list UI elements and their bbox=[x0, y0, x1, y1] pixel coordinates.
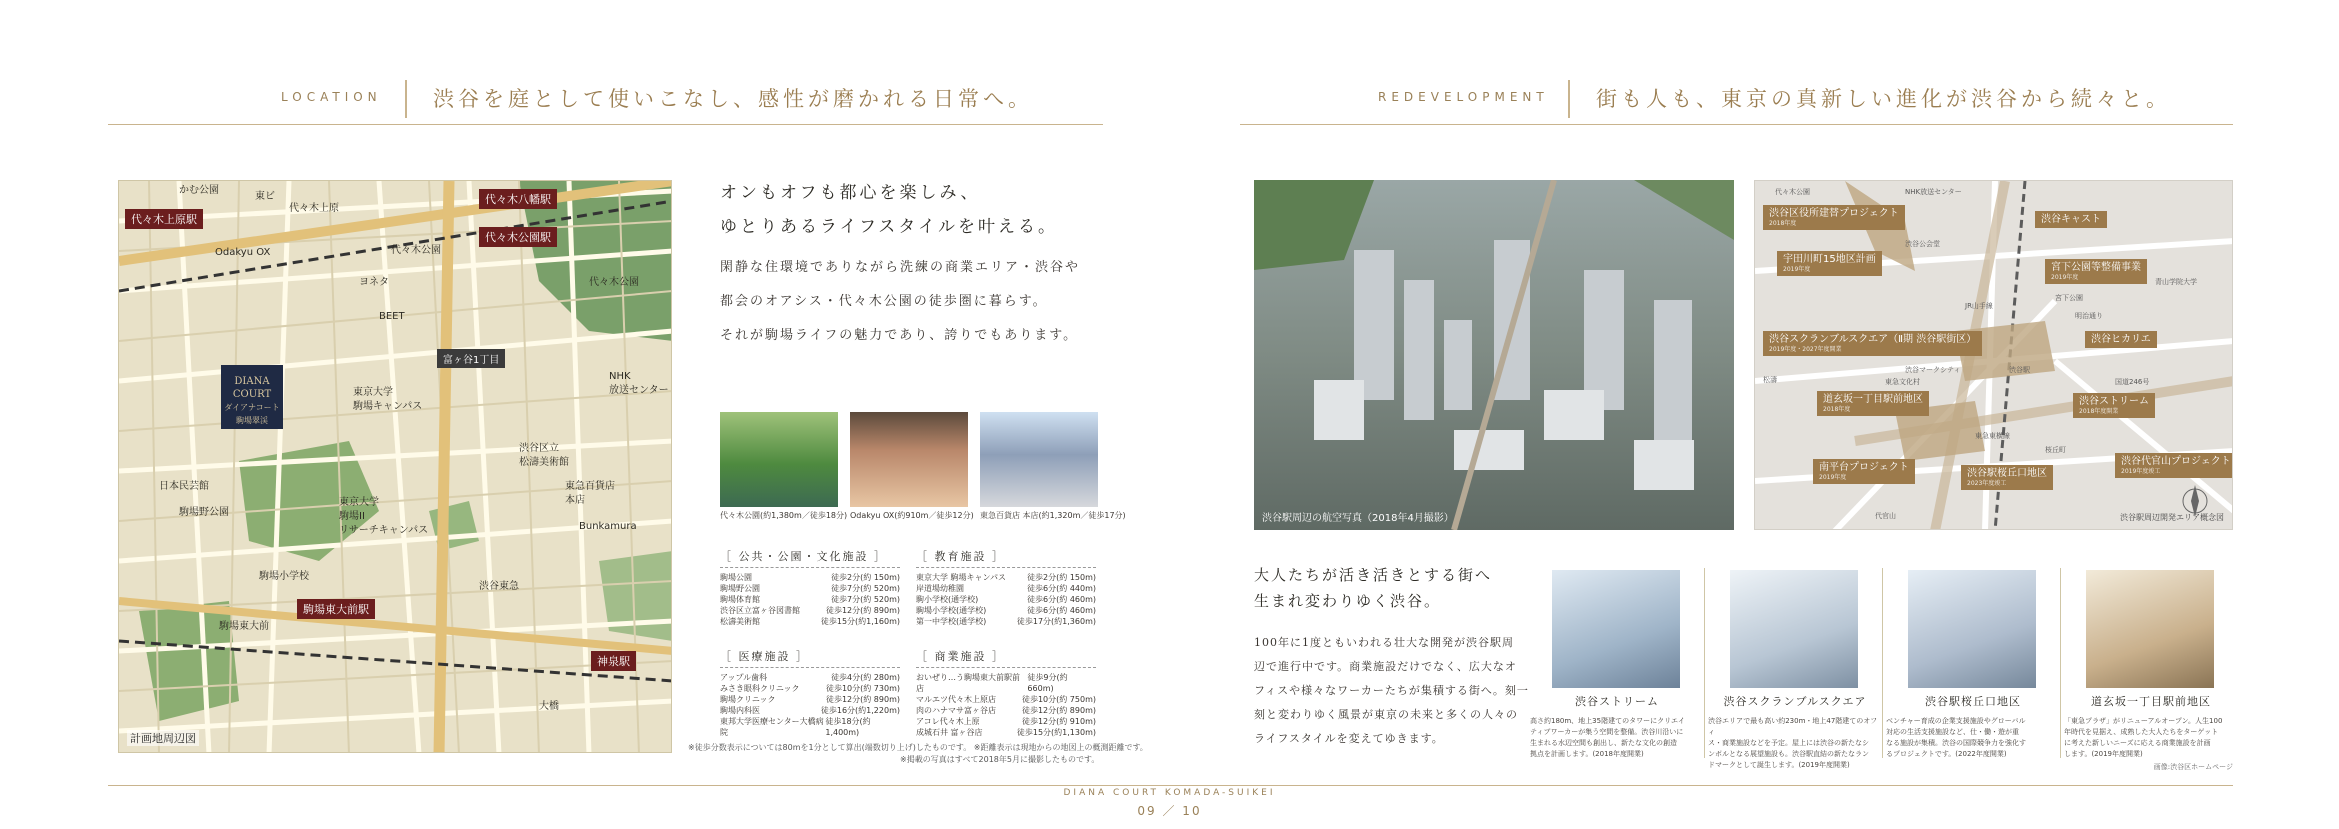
map-label: 東京大学 bbox=[339, 497, 379, 508]
facility-title: ［ 公共・公園・文化施設 ］ bbox=[720, 548, 900, 568]
station-komaba-todaimae: 駒場東大前駅 bbox=[297, 599, 375, 619]
project-name: 渋谷ストリーム bbox=[2079, 396, 2149, 407]
location-title: 渋谷を庭として使いこなし、感性が磨かれる日常へ。 bbox=[433, 87, 1033, 111]
location-tag: LOCATION bbox=[281, 90, 382, 104]
project-tag bbox=[1813, 459, 1915, 484]
facility-distance: 徒歩15分(約1,130m) bbox=[1016, 728, 1096, 737]
column-divider bbox=[2060, 568, 2061, 758]
facility-row bbox=[916, 616, 1096, 627]
facility-distance: 徒歩6分(約 460m) bbox=[1027, 606, 1096, 615]
project-tag bbox=[2115, 453, 2233, 478]
header-divider bbox=[405, 80, 407, 118]
description-line: 年時代を見据え、成熟した大人たちをターゲット bbox=[2064, 728, 2219, 736]
facility-title: ［ 商業施設 ］ bbox=[916, 648, 1096, 668]
location-body-1: 閑静な住環境でありながら洗練の商業エリア・渋谷や bbox=[720, 260, 1081, 275]
facility-row bbox=[720, 694, 900, 705]
facility-name: 肉のハナマサ富ヶ谷店 bbox=[916, 706, 996, 715]
photo-caption: 代々木公園(約1,380m／徒歩18分) bbox=[720, 511, 848, 520]
map-label: 桜丘町 bbox=[2045, 446, 2066, 454]
description-line: 高さ約180m、地上35階建てのタワーにクリエイ bbox=[1530, 717, 1685, 725]
project-tag bbox=[1777, 251, 1882, 276]
description-line: ティブワーカーが集う空間を整備。渋谷川沿いに bbox=[1530, 728, 1684, 736]
facility-name: 駒場体育館 bbox=[720, 595, 760, 604]
facility-title: ［ 医療施設 ］ bbox=[720, 648, 900, 668]
photo-caption: 東急百貨店 本店(約1,320m／徒歩17分) bbox=[980, 511, 1126, 520]
header-rule bbox=[108, 124, 1103, 125]
map-label: 代々木公園 bbox=[391, 245, 441, 256]
map-label: 東京大学 bbox=[353, 387, 393, 398]
project-year: 2023年度竣工 bbox=[1967, 480, 2007, 487]
facility-row bbox=[720, 616, 900, 627]
footer-rule bbox=[108, 785, 2233, 786]
facility-row bbox=[916, 583, 1096, 594]
facility-row bbox=[916, 572, 1096, 583]
map-label: 東急東横線 bbox=[1975, 432, 2010, 440]
footnote: ※掲載の写真はすべて2018年5月に撮影したものです。 bbox=[900, 755, 1100, 764]
project-name: 南平台プロジェクト bbox=[1819, 462, 1909, 473]
facility-distance: 徒歩4分(約 280m) bbox=[831, 673, 900, 682]
location-headline-2: ゆとりあるライフスタイルを叶える。 bbox=[720, 217, 1058, 237]
map-label: 駒場東大前 bbox=[219, 621, 269, 632]
facility-name: 渋谷区立富ヶ谷図書館 bbox=[720, 606, 800, 615]
marker-text: COURT bbox=[232, 389, 272, 400]
description-line: 生まれる水辺空間も創出し、新たな文化の創造 bbox=[1530, 739, 1677, 747]
facility-distance: 徒歩16分(約1,220m) bbox=[820, 706, 900, 715]
project-name: 渋谷代官山プロジェクト bbox=[2121, 456, 2231, 467]
marker-text: ダイアナコート bbox=[224, 403, 280, 412]
redevelopment-body-3: フィスや様々なワーカーたちが集積する街へ。刻一 bbox=[1254, 684, 1529, 697]
column-divider bbox=[1704, 568, 1705, 758]
facility-distance: 徒歩6分(約 440m) bbox=[1027, 584, 1096, 593]
map-label: 代官山 bbox=[1875, 512, 1896, 520]
map-label: 渋谷マークシティ bbox=[1905, 366, 1961, 374]
building-shibuya-stream bbox=[1552, 570, 1680, 688]
project-tag bbox=[1763, 205, 1905, 230]
facility-name: アコレ代々木上原 bbox=[916, 717, 980, 726]
facility-distance: 徒歩15分(約1,160m) bbox=[820, 617, 900, 626]
description-line: 拠点を計画します。(2018年度開業) bbox=[1530, 750, 1644, 758]
map-label: 国道246号 bbox=[2115, 378, 2150, 386]
facility-name: みさき眼科クリニック bbox=[720, 684, 800, 693]
building-name: 渋谷スクランブルスクエア bbox=[1723, 695, 1867, 708]
facility-row bbox=[916, 605, 1096, 616]
facility-row bbox=[916, 694, 1096, 705]
project-year: 2019年度竣工 bbox=[2121, 468, 2161, 475]
station-yoyogi-uehara: 代々木上原駅 bbox=[125, 209, 203, 229]
map-label: 代々木公園 bbox=[1775, 188, 1810, 196]
map-label: 渋谷区立 bbox=[519, 443, 559, 454]
facility-name: 駒場野公園 bbox=[720, 584, 760, 593]
map-label: 駒場小学校 bbox=[259, 571, 309, 582]
facility-list-education bbox=[916, 548, 1096, 627]
redevelopment-title: 街も人も、東京の真新しい進化が渋谷から続々と。 bbox=[1596, 87, 2171, 111]
facility-row bbox=[720, 572, 900, 583]
map-label: 放送センター bbox=[609, 385, 669, 396]
map-label: 駒場II bbox=[339, 511, 365, 522]
facility-row bbox=[720, 583, 900, 594]
facility-row bbox=[916, 716, 1096, 727]
project-year: 2018年度 bbox=[1769, 220, 1797, 227]
area-map bbox=[118, 180, 672, 753]
redevelopment-body-5: ライフスタイルを変えてゆきます。 bbox=[1254, 732, 1444, 745]
description-line: るプロジェクトです。(2022年度開業) bbox=[1886, 750, 2007, 758]
project-name: 渋谷駅桜丘口地区 bbox=[1967, 468, 2047, 479]
facility-distance: 徒歩17分(約1,360m) bbox=[1016, 617, 1096, 626]
facility-distance: 徒歩9分(約 660m) bbox=[1027, 673, 1068, 693]
project-name: 宮下公園等整備事業 bbox=[2051, 262, 2141, 273]
building-description bbox=[1886, 716, 2058, 760]
footer-brand: DIANA COURT KOMADA-SUIKEI bbox=[1063, 788, 1276, 798]
building-name: 道玄坂一丁目駅前地区 bbox=[2091, 695, 2211, 708]
redevelopment-body-4: 刻と変わりゆく風景が東京の未来と多くの人々の bbox=[1254, 708, 1518, 721]
facility-row bbox=[720, 716, 900, 738]
project-tag bbox=[1817, 391, 1929, 416]
facility-name: アップル歯科 bbox=[720, 673, 768, 682]
station-shinsen: 神泉駅 bbox=[591, 651, 636, 671]
facility-name: 駒場クリニック bbox=[720, 695, 776, 704]
map-credit: 渋谷駅周辺開発エリア概念図 bbox=[2120, 513, 2224, 522]
map-label: Bunkamura bbox=[579, 521, 637, 532]
aerial-graphic bbox=[1254, 180, 1734, 530]
map-label: かむ公園 bbox=[179, 185, 219, 196]
facility-name: 駒場小学校(通学校) bbox=[916, 606, 987, 615]
image-credit: 画像:渋谷区ホームページ bbox=[2153, 763, 2233, 771]
facility-row bbox=[916, 727, 1096, 738]
project-year: 2019年度 bbox=[1783, 266, 1811, 273]
page-number: 09 ／ 10 bbox=[1137, 804, 1202, 818]
diana-court-marker bbox=[221, 365, 283, 429]
facility-name: おいぜり…う駒場東大前駅前店 bbox=[916, 673, 1020, 693]
marker-text: 駒場翠渓 bbox=[236, 416, 268, 425]
facility-title: ［ 教育施設 ］ bbox=[916, 548, 1096, 568]
facility-distance: 徒歩12分(約 910m) bbox=[1021, 717, 1096, 726]
location-headline-1: オンもオフも都心を楽しみ、 bbox=[720, 183, 981, 203]
facility-row bbox=[916, 705, 1096, 716]
facility-distance: 徒歩2分(約 150m) bbox=[1027, 573, 1096, 582]
project-tag bbox=[2035, 211, 2107, 228]
building-description bbox=[1708, 716, 1880, 771]
aerial-caption: 渋谷駅周辺の航空写真（2018年4月撮影） bbox=[1262, 513, 1454, 524]
marker-text: DIANA bbox=[234, 376, 270, 387]
map-label: 本店 bbox=[565, 495, 585, 506]
header-divider bbox=[1568, 80, 1570, 118]
facility-distance: 徒歩12分(約 890m) bbox=[825, 606, 900, 615]
station-yoyogi-hachiman: 代々木八幡駅 bbox=[479, 189, 557, 209]
map-label: 東急百貨店 bbox=[565, 481, 615, 492]
facility-row bbox=[720, 683, 900, 694]
facility-row bbox=[720, 705, 900, 716]
facility-name: 第一中学校(通学校) bbox=[916, 617, 987, 626]
map-label: 日本民芸館 bbox=[159, 481, 209, 492]
column-divider bbox=[1882, 568, 1883, 758]
building-name: 渋谷駅桜丘口地区 bbox=[1925, 695, 2021, 708]
project-year: 2019年度 bbox=[1819, 474, 1847, 481]
facility-distance: 徒歩6分(約 460m) bbox=[1027, 595, 1096, 604]
map-label: 東ビ bbox=[255, 191, 275, 202]
facility-distance: 徒歩10分(約 750m) bbox=[1021, 695, 1096, 704]
project-tag bbox=[2073, 393, 2155, 418]
map-label: BEET bbox=[379, 311, 405, 322]
facility-row bbox=[916, 594, 1096, 605]
facility-distance: 徒歩18分(約1,400m) bbox=[825, 717, 871, 737]
map-label: Odakyu OX bbox=[215, 247, 271, 258]
facility-name: 岸道場幼稚園 bbox=[916, 584, 964, 593]
map-label: 明治通り bbox=[2075, 312, 2103, 320]
project-name: 道玄坂一丁目駅前地区 bbox=[1823, 394, 1923, 405]
facility-row bbox=[916, 672, 1096, 694]
project-tag bbox=[2085, 331, 2157, 348]
facility-distance: 徒歩12分(約 890m) bbox=[1021, 706, 1096, 715]
map-label: 宮下公園 bbox=[2055, 294, 2083, 302]
project-name: 渋谷区役所建替プロジェクト bbox=[1769, 208, 1899, 219]
facility-name: 駒場内科医 bbox=[720, 706, 760, 715]
map-label: 松濤美術館 bbox=[519, 457, 569, 468]
map-graphic bbox=[119, 181, 672, 753]
project-year: 2019年度 bbox=[2051, 274, 2079, 281]
photo-tokyu-department-store bbox=[980, 412, 1098, 507]
map-label: 渋谷駅 bbox=[2009, 366, 2030, 374]
project-year: 2018年度 bbox=[1823, 406, 1851, 413]
facility-name: 駒小学校(通学校) bbox=[916, 595, 979, 604]
map-label: 大橋 bbox=[539, 701, 559, 712]
project-tag bbox=[2045, 259, 2147, 284]
facility-distance: 徒歩7分(約 520m) bbox=[831, 584, 900, 593]
building-description bbox=[2064, 716, 2236, 760]
redevelopment-headline-1: 大人たちが活き活きとする街へ bbox=[1254, 566, 1493, 584]
map-label: 代々木公園 bbox=[589, 277, 639, 288]
project-year: 2018年度開業 bbox=[2079, 408, 2119, 415]
facility-distance: 徒歩12分(約 890m) bbox=[825, 695, 900, 704]
map-label: 駒場キャンパス bbox=[353, 401, 423, 412]
map-label: 駒場野公園 bbox=[179, 507, 229, 518]
description-line: ス・商業施設などを予定。屋上には渋谷の新たなシ bbox=[1708, 739, 1869, 747]
facility-name: 松濤美術館 bbox=[720, 617, 760, 626]
photo-odakyu-ox bbox=[850, 412, 968, 507]
map-credit: 計画地周辺図 bbox=[127, 730, 199, 746]
map-label: 代々木上原 bbox=[289, 203, 339, 214]
facility-distance: 徒歩7分(約 520m) bbox=[831, 595, 900, 604]
redevelopment-headline-2: 生まれ変わりゆく渋谷。 bbox=[1254, 592, 1442, 610]
photo-yoyogi-park bbox=[720, 412, 838, 507]
facility-name: 駒場公園 bbox=[720, 573, 752, 582]
description-line: 対応の生活支援施設など、仕・働・遊が重 bbox=[1886, 728, 2019, 736]
facility-list-commercial bbox=[916, 648, 1096, 738]
map-label: ヨネタ bbox=[359, 277, 389, 288]
building-shibuya-scramble-square bbox=[1730, 570, 1858, 688]
station-tomigaya: 富ヶ谷1丁目 bbox=[437, 349, 505, 368]
station-yoyogi-koen: 代々木公園駅 bbox=[479, 227, 557, 247]
facility-list-public bbox=[720, 548, 900, 627]
building-sakuragaoka bbox=[1908, 570, 2036, 688]
facility-name: 成城石井 富ヶ谷店 bbox=[916, 728, 983, 737]
description-line: 「東急プラザ」がリニューアルオープン。人生100 bbox=[2064, 717, 2223, 725]
project-name: 渋谷キャスト bbox=[2041, 214, 2101, 225]
description-line: ベンチャー育成の企業支援施設やグローバル bbox=[1886, 717, 2026, 725]
description-line: ンボルとなる展望施設も。渋谷駅直結の新たなラン bbox=[1708, 750, 1869, 758]
map-label: 青山学院大学 bbox=[2155, 278, 2197, 286]
project-tag bbox=[1763, 331, 1982, 356]
facility-row bbox=[720, 672, 900, 683]
footnote: ※徒歩分数表示については80mを1分として算出(端数切り上げ)したものです。 ※距離表示は現地からの地図上の概測距離です。 bbox=[688, 743, 1148, 752]
facility-distance: 徒歩10分(約 730m) bbox=[825, 684, 900, 693]
facility-list-medical bbox=[720, 648, 900, 738]
map-label: 東急文化村 bbox=[1885, 378, 1920, 386]
facility-row bbox=[720, 605, 900, 616]
photo-caption: Odakyu OX(約910m／徒歩12分) bbox=[850, 511, 974, 520]
description-line: ドマークとして誕生します。(2019年度開業) bbox=[1708, 761, 1850, 769]
project-year: 2019年度・2027年度開業 bbox=[1769, 346, 1842, 353]
description-line: 渋谷エリアで最も高い約230m・地上47階建てのオフィ bbox=[1708, 717, 1878, 736]
project-tag bbox=[1961, 465, 2053, 490]
redevelopment-body-1: 100年に1度ともいわれる壮大な開発が渋谷駅周 bbox=[1254, 636, 1514, 649]
description-line: します。(2019年度開業) bbox=[2064, 750, 2143, 758]
facility-name: 東邦大学医療センター大橋病院 bbox=[720, 717, 824, 737]
redevelopment-body-2: 辺で進行中です。商業施設だけでなく、広大なオ bbox=[1254, 660, 1517, 673]
building-name: 渋谷ストリーム bbox=[1575, 695, 1659, 708]
location-body-3: それが駒場ライフの魅力であり、誇りでもあります。 bbox=[720, 328, 1079, 343]
redevelopment-map bbox=[1754, 180, 2233, 530]
facility-row bbox=[720, 594, 900, 605]
project-name: 宇田川町15地区計画 bbox=[1783, 254, 1876, 265]
project-name: 渋谷ヒカリエ bbox=[2091, 334, 2151, 345]
facility-name: マルエツ代々木上原店 bbox=[916, 695, 996, 704]
map-label: 渋谷東急 bbox=[479, 581, 519, 592]
description-line: なる施設が集積。渋谷の国際競争力を強化す bbox=[1886, 739, 2026, 747]
facility-name: 東京大学 駒場キャンパス bbox=[916, 573, 1006, 582]
map-label: リサーチキャンパス bbox=[339, 525, 429, 536]
project-name: 渋谷スクランブルスクエア（Ⅱ期 渋谷駅街区） bbox=[1769, 334, 1977, 345]
building-dogenzaka bbox=[2086, 570, 2214, 688]
redevelopment-tag: REDEVELOPMENT bbox=[1378, 90, 1549, 104]
map-label: NHK bbox=[609, 371, 631, 382]
location-body-2: 都会のオアシス・代々木公園の徒歩圏に暮らす。 bbox=[720, 294, 1048, 309]
map-label: 渋谷公会堂 bbox=[1905, 240, 1940, 248]
building-description bbox=[1530, 716, 1702, 760]
description-line: に考えた新しいニーズに応える商業施設を計画 bbox=[2064, 739, 2211, 747]
map-label: NHK放送センター bbox=[1905, 188, 1962, 196]
aerial-photo bbox=[1254, 180, 1734, 530]
map-label: JR山手線 bbox=[1965, 302, 1993, 310]
facility-distance: 徒歩2分(約 150m) bbox=[831, 573, 900, 582]
map-label: 松濤 bbox=[1763, 376, 1777, 384]
header-rule bbox=[1240, 124, 2233, 125]
